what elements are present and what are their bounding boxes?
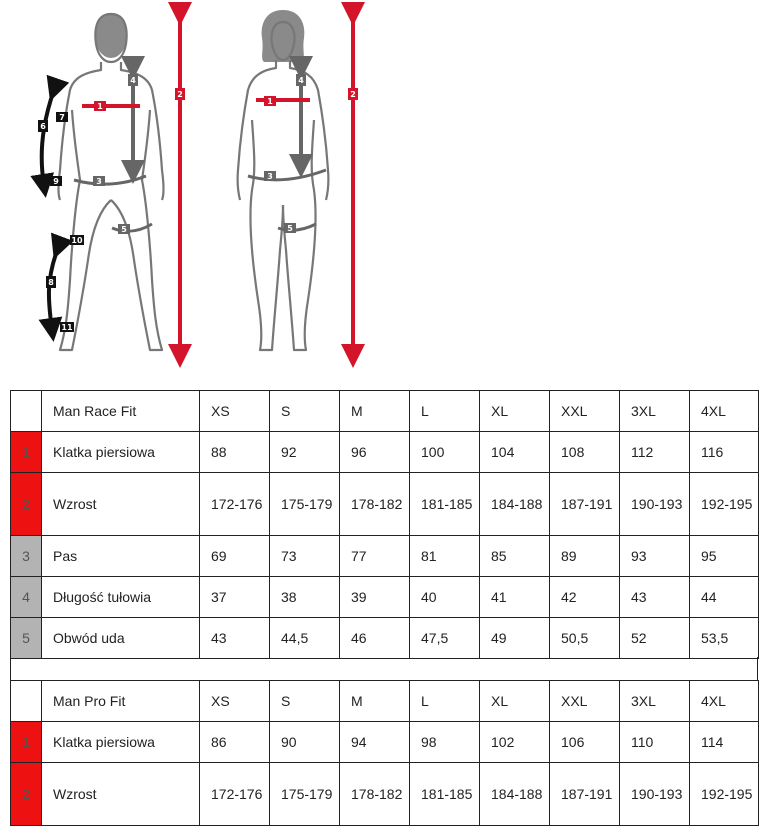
svg-text:3: 3 — [267, 172, 273, 181]
value-cell: 43 — [200, 618, 270, 659]
size-header: S — [270, 391, 340, 432]
race-fit-size-table — [10, 390, 759, 659]
value-cell: 181-185 — [410, 473, 480, 536]
svg-text:3: 3 — [96, 177, 102, 186]
female-marker-4 — [296, 74, 306, 86]
male-marker-1 — [94, 101, 106, 111]
value-cell: 89 — [550, 536, 620, 577]
value-cell: 96 — [340, 432, 410, 473]
row-label: Obwód uda — [42, 618, 200, 659]
size-header: L — [410, 391, 480, 432]
male-body-figure — [59, 14, 164, 350]
svg-text:5: 5 — [121, 225, 127, 234]
corner-cell — [11, 391, 42, 432]
value-cell: 104 — [480, 432, 550, 473]
value-cell: 95 — [690, 536, 759, 577]
row-number: 1 — [11, 432, 42, 473]
male-marker-6 — [38, 120, 48, 132]
value-cell: 92 — [270, 432, 340, 473]
value-cell: 172-176 — [200, 473, 270, 536]
value-cell: 52 — [620, 618, 690, 659]
svg-text:1: 1 — [97, 102, 103, 111]
size-header: L — [410, 681, 480, 722]
size-header: 4XL — [690, 681, 759, 722]
value-cell: 98 — [410, 722, 480, 763]
female-marker-1 — [264, 96, 276, 106]
value-cell: 69 — [200, 536, 270, 577]
measurement-figures — [0, 0, 781, 380]
size-header: XL — [480, 391, 550, 432]
male-leg-arrow — [49, 248, 58, 330]
value-cell: 187-191 — [550, 473, 620, 536]
male-marker-11 — [60, 322, 74, 332]
value-cell: 73 — [270, 536, 340, 577]
size-header: XS — [200, 391, 270, 432]
size-header: XL — [480, 681, 550, 722]
value-cell: 192-195 — [690, 473, 759, 536]
svg-text:10: 10 — [71, 236, 83, 245]
value-cell: 46 — [340, 618, 410, 659]
row-label: Wzrost — [42, 473, 200, 536]
male-marker-4 — [128, 74, 138, 86]
size-header: XS — [200, 681, 270, 722]
value-cell: 44 — [690, 577, 759, 618]
value-cell: 184-188 — [480, 763, 550, 826]
value-cell: 85 — [480, 536, 550, 577]
row-number: 1 — [11, 722, 42, 763]
value-cell: 53,5 — [690, 618, 759, 659]
value-cell: 94 — [340, 722, 410, 763]
row-label: Wzrost — [42, 763, 200, 826]
value-cell: 100 — [410, 432, 480, 473]
male-marker-3 — [93, 176, 105, 186]
male-arm-arrow — [42, 90, 54, 186]
value-cell: 93 — [620, 536, 690, 577]
row-label: Pas — [42, 536, 200, 577]
svg-text:4: 4 — [130, 76, 136, 85]
corner-cell — [11, 681, 42, 722]
value-cell: 178-182 — [340, 473, 410, 536]
row-number: 4 — [11, 577, 42, 618]
value-cell: 40 — [410, 577, 480, 618]
value-cell: 114 — [690, 722, 759, 763]
svg-text:5: 5 — [287, 224, 293, 233]
row-number: 3 — [11, 536, 42, 577]
value-cell: 77 — [340, 536, 410, 577]
value-cell: 50,5 — [550, 618, 620, 659]
value-cell: 43 — [620, 577, 690, 618]
value-cell: 42 — [550, 577, 620, 618]
value-cell: 102 — [480, 722, 550, 763]
svg-text:9: 9 — [53, 177, 59, 186]
pro-fit-size-table — [10, 680, 759, 826]
male-marker-8 — [46, 276, 56, 288]
svg-text:6: 6 — [40, 122, 46, 131]
svg-text:1: 1 — [267, 97, 273, 106]
row-number: 5 — [11, 618, 42, 659]
table-title: Man Race Fit — [42, 391, 200, 432]
size-header: M — [340, 681, 410, 722]
value-cell: 38 — [270, 577, 340, 618]
value-cell: 90 — [270, 722, 340, 763]
size-header: S — [270, 681, 340, 722]
value-cell: 184-188 — [480, 473, 550, 536]
table-row — [11, 536, 759, 577]
male-marker-7 — [56, 112, 68, 122]
value-cell: 86 — [200, 722, 270, 763]
table-row — [11, 763, 759, 826]
svg-text:2: 2 — [177, 90, 183, 99]
value-cell: 116 — [690, 432, 759, 473]
row-number: 2 — [11, 763, 42, 826]
size-header: XXL — [550, 681, 620, 722]
female-marker-3 — [264, 171, 276, 181]
table-title: Man Pro Fit — [42, 681, 200, 722]
value-cell: 44,5 — [270, 618, 340, 659]
size-header: M — [340, 391, 410, 432]
svg-text:4: 4 — [298, 76, 304, 85]
size-header: 3XL — [620, 681, 690, 722]
row-label: Długość tułowia — [42, 577, 200, 618]
row-label: Klatka piersiowa — [42, 722, 200, 763]
svg-text:7: 7 — [59, 113, 65, 122]
svg-text:8: 8 — [48, 278, 54, 287]
male-marker-2 — [175, 88, 185, 100]
table-header-row — [11, 391, 759, 432]
value-cell: 175-179 — [270, 763, 340, 826]
table-row — [11, 432, 759, 473]
value-cell: 192-195 — [690, 763, 759, 826]
table-row — [11, 473, 759, 536]
value-cell: 88 — [200, 432, 270, 473]
row-label: Klatka piersiowa — [42, 432, 200, 473]
value-cell: 81 — [410, 536, 480, 577]
value-cell: 49 — [480, 618, 550, 659]
size-header: 4XL — [690, 391, 759, 432]
female-marker-2 — [348, 88, 358, 100]
value-cell: 178-182 — [340, 763, 410, 826]
value-cell: 108 — [550, 432, 620, 473]
table-row — [11, 618, 759, 659]
svg-text:2: 2 — [350, 90, 356, 99]
table-header-row — [11, 681, 759, 722]
value-cell: 39 — [340, 577, 410, 618]
value-cell: 41 — [480, 577, 550, 618]
value-cell: 37 — [200, 577, 270, 618]
male-waist-arrow — [74, 176, 146, 184]
value-cell: 175-179 — [270, 473, 340, 536]
size-header: XXL — [550, 391, 620, 432]
female-waist-arrow — [248, 170, 326, 180]
female-marker-5 — [284, 223, 296, 233]
male-marker-5 — [118, 224, 130, 234]
table-separator — [10, 657, 758, 680]
male-marker-10 — [70, 235, 84, 245]
value-cell: 172-176 — [200, 763, 270, 826]
table-row — [11, 577, 759, 618]
value-cell: 190-193 — [620, 473, 690, 536]
value-cell: 112 — [620, 432, 690, 473]
value-cell: 181-185 — [410, 763, 480, 826]
value-cell: 47,5 — [410, 618, 480, 659]
size-header: 3XL — [620, 391, 690, 432]
value-cell: 190-193 — [620, 763, 690, 826]
male-marker-9 — [50, 176, 62, 186]
value-cell: 187-191 — [550, 763, 620, 826]
svg-text:11: 11 — [61, 323, 73, 332]
value-cell: 110 — [620, 722, 690, 763]
row-number: 2 — [11, 473, 42, 536]
value-cell: 106 — [550, 722, 620, 763]
table-row — [11, 722, 759, 763]
